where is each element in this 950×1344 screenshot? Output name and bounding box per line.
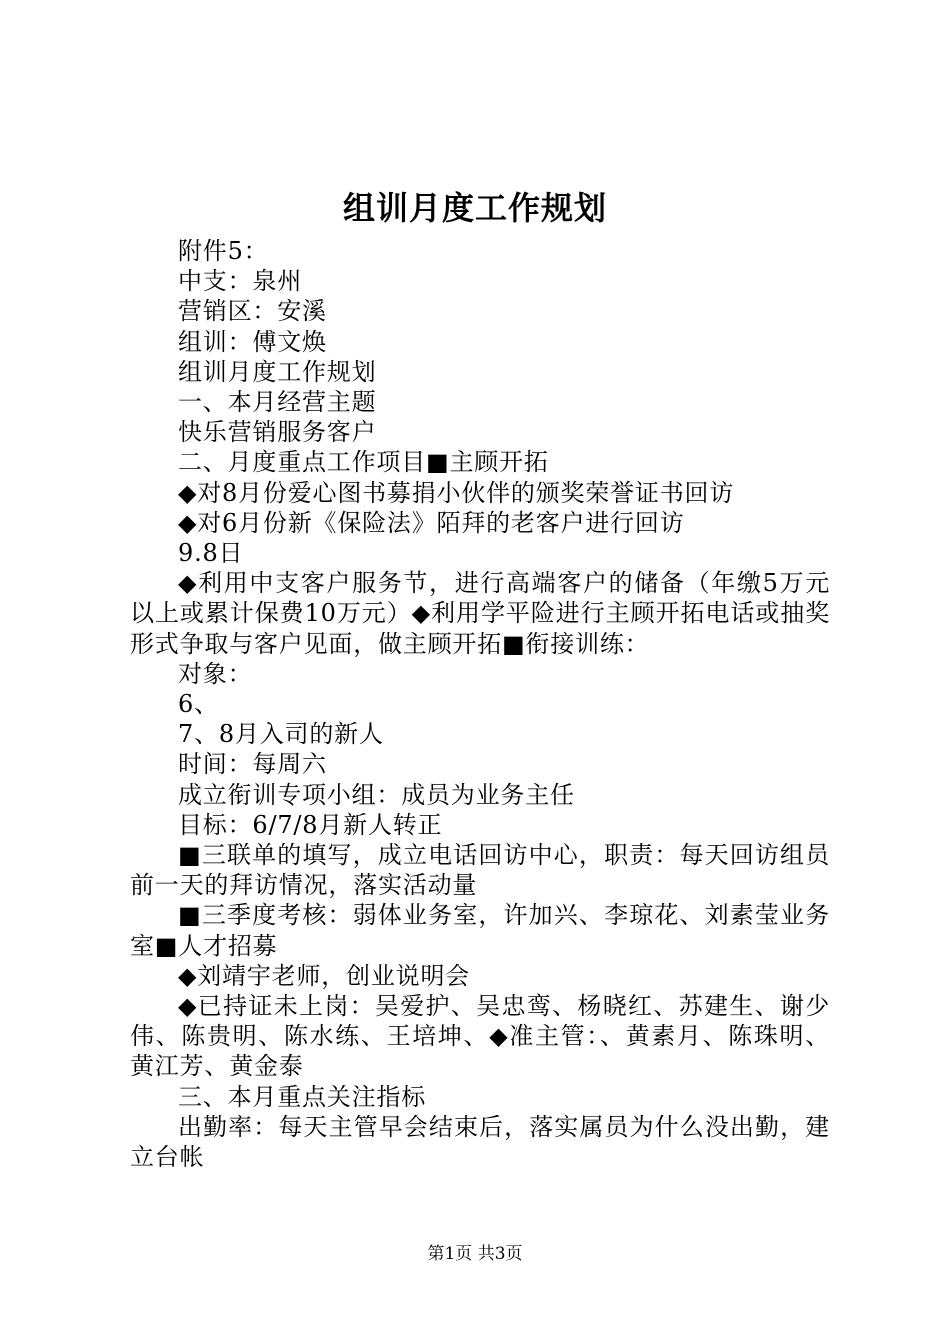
page-footer: 第1页 共3页 (427, 1244, 523, 1264)
text-line: 快乐营销服务客户 (178, 418, 377, 447)
text-line: 7、8月入司的新人 (178, 720, 384, 749)
text-line: 营销区：安溪 (178, 297, 327, 326)
text-line: 组训：傅文焕 (178, 327, 327, 356)
section-heading: 二、月度重点工作项目■主顾开拓 (178, 448, 549, 477)
section-heading: 三、本月重点关注指标 (178, 1082, 426, 1111)
text-line: 6、 (178, 690, 219, 719)
paragraph: ■三季度考核：弱体业务室，许加兴、李琼花、刘素莹业务室■人才招募 (130, 901, 830, 960)
text-line: 成立衔训专项小组：成员为业务主任 (178, 780, 575, 809)
text-line: 对象： (178, 659, 253, 688)
text-line: 时间：每周六 (178, 750, 327, 779)
text-line: 目标：6/7/8月新人转正 (178, 810, 443, 839)
section-heading: 一、本月经营主题 (178, 388, 377, 417)
text-line: 9.8日 (178, 539, 244, 568)
text-line: 组训月度工作规划 (178, 357, 377, 386)
document-title: 组训月度工作规划 (342, 189, 607, 227)
paragraph: ◆已持证未上岗：吴爱护、吴忠鸾、杨晓红、苏建生、谢少伟、陈贵明、陈水练、王培坤、◆准主管：、黄素月、陈珠明、黄江芳、黄金泰 (130, 992, 830, 1081)
bullet-line: ◆刘靖宇老师，创业说明会 (178, 961, 471, 990)
document-body (130, 236, 830, 1172)
paragraph: ■三联单的填写，成立电话回访中心，职责：每天回访组员前一天的拜访情况，落实活动量 (130, 841, 830, 900)
text-line: 附件5： (178, 237, 269, 265)
text-line: 中支：泉州 (178, 267, 302, 296)
bullet-line: ◆对8月份爱心图书募捐小伙伴的颁奖荣誉证书回访 (178, 478, 735, 507)
bullet-line: ◆对6月份新《保险法》陌拜的老客户进行回访 (178, 508, 685, 537)
paragraph: 出勤率：每天主管早会结束后，落实属员为什么没出勤，建立台帐 (130, 1112, 830, 1172)
paragraph: ◆利用中支客户服务节，进行高端客户的储备（年缴5万元以上或累计保费10万元）◆利用学平险进行主顾开拓电话或抽奖形式争取与客户见面，做主顾开拓■衔接训练： (130, 569, 830, 658)
